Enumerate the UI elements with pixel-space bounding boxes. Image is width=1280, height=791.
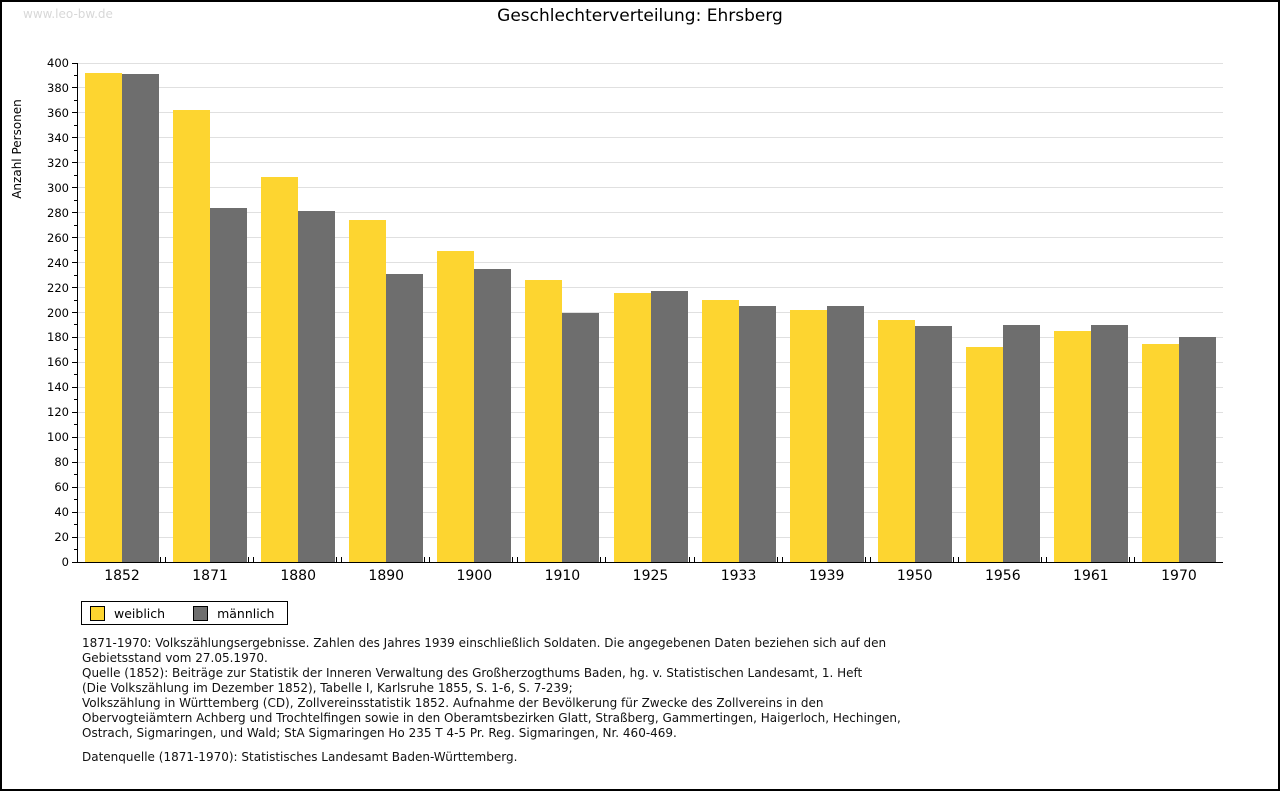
- y-major-tick: [72, 387, 78, 388]
- gridline: [78, 162, 1223, 163]
- y-tick-label: 100: [47, 430, 69, 445]
- bar-männlich: [210, 208, 247, 562]
- note-line: 1871-1970: Volkszählungsergebnisse. Zahlen des Jahres 1939 einschließlich Soldaten. Die angegebenen Daten beziehen sich auf den: [82, 636, 887, 650]
- bar-weiblich: [173, 110, 210, 562]
- bar-weiblich: [1054, 331, 1091, 562]
- y-tick-label: 40: [54, 505, 69, 520]
- y-tick-label: 200: [47, 305, 69, 320]
- y-major-tick: [72, 337, 78, 338]
- y-major-tick: [72, 63, 78, 64]
- y-major-tick: [72, 487, 78, 488]
- y-minor-tick: [74, 150, 78, 151]
- x-boundary-tick: [1129, 557, 1130, 562]
- gridline: [78, 87, 1223, 88]
- y-tick-label: 180: [47, 330, 69, 345]
- gridline: [78, 187, 1223, 188]
- y-tick-label: 340: [47, 130, 69, 145]
- bar-weiblich: [349, 220, 386, 562]
- x-tick-label: 1880: [280, 568, 316, 584]
- x-tick-label: 1970: [1161, 568, 1197, 584]
- gridline: [78, 287, 1223, 288]
- bar-männlich: [122, 74, 159, 562]
- y-major-tick: [72, 262, 78, 263]
- x-tick-label: 1933: [720, 568, 757, 584]
- bar-männlich: [1091, 325, 1128, 562]
- bar-männlich: [739, 306, 776, 562]
- y-major-tick: [72, 87, 78, 88]
- x-boundary-tick: [782, 557, 783, 562]
- bar-männlich: [651, 291, 688, 562]
- y-minor-tick: [74, 549, 78, 550]
- bar-männlich: [915, 326, 952, 562]
- x-boundary-tick: [958, 557, 959, 562]
- bar-weiblich: [878, 320, 915, 562]
- x-boundary-tick: [336, 557, 337, 562]
- x-boundary-tick: [512, 557, 513, 562]
- y-tick-label: 160: [47, 355, 69, 370]
- x-boundary-tick: [1134, 557, 1135, 562]
- gridline: [78, 112, 1223, 113]
- y-minor-tick: [74, 424, 78, 425]
- y-minor-tick: [74, 250, 78, 251]
- y-tick-label: 400: [47, 56, 69, 70]
- bar-männlich: [386, 274, 423, 562]
- y-minor-tick: [74, 225, 78, 226]
- y-major-tick: [72, 312, 78, 313]
- x-tick-label: 1871: [192, 568, 228, 584]
- legend-box: [81, 601, 288, 625]
- y-major-tick: [72, 437, 78, 438]
- x-tick-label: 1852: [104, 568, 140, 584]
- y-tick-label: 360: [47, 105, 69, 120]
- bar-weiblich: [1142, 344, 1179, 562]
- bar-männlich: [298, 211, 335, 562]
- bar-weiblich: [702, 300, 739, 562]
- gridline: [78, 137, 1223, 138]
- y-major-tick: [72, 187, 78, 188]
- datasource-line: Datenquelle (1871-1970): Statistisches Landesamt Baden-Württemberg.: [82, 750, 518, 764]
- note-line: Gebietsstand vom 27.05.1970.: [82, 651, 268, 665]
- bar-weiblich: [525, 280, 562, 562]
- y-major-tick: [72, 362, 78, 363]
- y-tick-label: 280: [47, 205, 69, 220]
- y-tick-label: 240: [47, 255, 69, 270]
- x-boundary-tick: [160, 557, 161, 562]
- legend-label: männlich: [217, 605, 275, 621]
- source-notes: [82, 636, 901, 765]
- bar-weiblich: [790, 310, 827, 562]
- y-major-tick: [72, 287, 78, 288]
- x-tick-label: 1910: [544, 568, 581, 584]
- y-major-tick: [72, 462, 78, 463]
- x-boundary-tick: [605, 557, 606, 562]
- note-line: Ostrach, Sigmaringen, und Wald; StA Sigmaringen Ho 235 T 4-5 Pr. Reg. Sigmaringen, Nr. 460-469.: [82, 726, 677, 740]
- y-major-tick: [72, 237, 78, 238]
- bar-weiblich: [85, 73, 122, 562]
- y-minor-tick: [74, 399, 78, 400]
- y-tick-label: 0: [61, 555, 69, 569]
- x-tick-label: 1961: [1073, 568, 1109, 584]
- gridline: [78, 237, 1223, 238]
- x-boundary-tick: [865, 557, 866, 562]
- gridline: [78, 262, 1223, 263]
- legend-swatch-icon: [90, 606, 105, 621]
- x-boundary-tick: [1041, 557, 1042, 562]
- y-major-tick: [72, 412, 78, 413]
- y-minor-tick: [74, 524, 78, 525]
- note-line: Volkszählung in Württemberg (CD), Zollvereinsstatistik 1852. Aufnahme der Bevölkerung für Zwecke des Zollvereins in den: [82, 696, 824, 710]
- plot-area: [47, 56, 1223, 584]
- x-tick-label: 1890: [368, 568, 405, 584]
- y-major-tick: [72, 162, 78, 163]
- y-tick-label: 120: [47, 405, 69, 420]
- y-minor-tick: [74, 374, 78, 375]
- y-tick-label: 220: [47, 280, 69, 295]
- x-boundary-tick: [694, 557, 695, 562]
- bar-männlich: [1179, 337, 1216, 562]
- bar-männlich: [1003, 325, 1040, 562]
- chart-title: Geschlechterverteilung: Ehrsberg: [497, 6, 783, 26]
- y-tick-label: 140: [47, 380, 69, 395]
- y-minor-tick: [74, 300, 78, 301]
- y-minor-tick: [74, 175, 78, 176]
- x-boundary-tick: [429, 557, 430, 562]
- x-boundary-tick: [870, 557, 871, 562]
- x-boundary-tick: [953, 557, 954, 562]
- y-major-tick: [72, 212, 78, 213]
- bar-männlich: [474, 269, 511, 562]
- y-minor-tick: [74, 100, 78, 101]
- x-boundary-tick: [165, 557, 166, 562]
- note-line: Obervogteiämtern Achberg und Trochtelfingen sowie in den Oberamtsbezirken Glatt, Straßberg, Gammertingen, Haigerloch, Hechingen,: [82, 711, 901, 725]
- y-major-tick: [72, 537, 78, 538]
- y-minor-tick: [74, 324, 78, 325]
- y-minor-tick: [74, 275, 78, 276]
- y-tick-label: 260: [47, 230, 69, 245]
- y-tick-label: 80: [54, 455, 69, 470]
- x-tick-label: 1925: [632, 568, 669, 584]
- x-tick-label: 1900: [456, 568, 493, 584]
- x-boundary-tick: [1046, 557, 1047, 562]
- x-boundary-tick: [248, 557, 249, 562]
- x-boundary-tick: [253, 557, 254, 562]
- y-minor-tick: [74, 449, 78, 450]
- y-major-tick: [72, 562, 78, 563]
- bar-männlich: [562, 313, 599, 563]
- x-boundary-tick: [600, 557, 601, 562]
- y-minor-tick: [74, 200, 78, 201]
- x-tick-label: 1950: [896, 568, 933, 584]
- bar-männlich: [827, 306, 864, 562]
- y-tick-label: 320: [47, 155, 69, 170]
- bar-weiblich: [614, 293, 651, 562]
- gridline: [78, 212, 1223, 213]
- x-boundary-tick: [689, 557, 690, 562]
- y-minor-tick: [74, 349, 78, 350]
- y-tick-label: 300: [47, 180, 69, 195]
- note-line: Quelle (1852): Beiträge zur Statistik der Inneren Verwaltung des Großherzogthums Baden, hg. v. Statistischen Landesamt, 1. Heft: [82, 666, 863, 680]
- y-minor-tick: [74, 75, 78, 76]
- x-boundary-tick: [777, 557, 778, 562]
- bar-weiblich: [437, 251, 474, 562]
- x-boundary-tick: [424, 557, 425, 562]
- footer-gap: [82, 741, 901, 750]
- note-line: (Die Volkszählung im Dezember 1852), Tabelle I, Karlsruhe 1855, S. 1-6, S. 7-239;: [82, 681, 573, 695]
- y-tick-label: 60: [54, 480, 69, 495]
- y-major-tick: [72, 137, 78, 138]
- legend-item-männlich: [193, 606, 274, 621]
- watermark: www.leo-bw.de: [23, 7, 113, 21]
- x-boundary-tick: [341, 557, 342, 562]
- y-major-tick: [72, 512, 78, 513]
- y-major-tick: [72, 112, 78, 113]
- x-tick-label: 1956: [984, 568, 1021, 584]
- legend-swatch-icon: [193, 606, 208, 621]
- y-minor-tick: [74, 499, 78, 500]
- y-axis-title: Anzahl Personen: [10, 99, 24, 199]
- gridline: [78, 63, 1223, 64]
- y-minor-tick: [74, 125, 78, 126]
- legend-label: weiblich: [114, 605, 166, 621]
- x-boundary-tick: [517, 557, 518, 562]
- y-tick-label: 20: [54, 530, 69, 545]
- legend-item-weiblich: [90, 606, 165, 621]
- x-tick-label: 1939: [808, 568, 845, 584]
- bar-weiblich: [966, 347, 1003, 562]
- y-minor-tick: [74, 474, 78, 475]
- bar-weiblich: [261, 177, 298, 562]
- y-tick-label: 380: [47, 80, 69, 95]
